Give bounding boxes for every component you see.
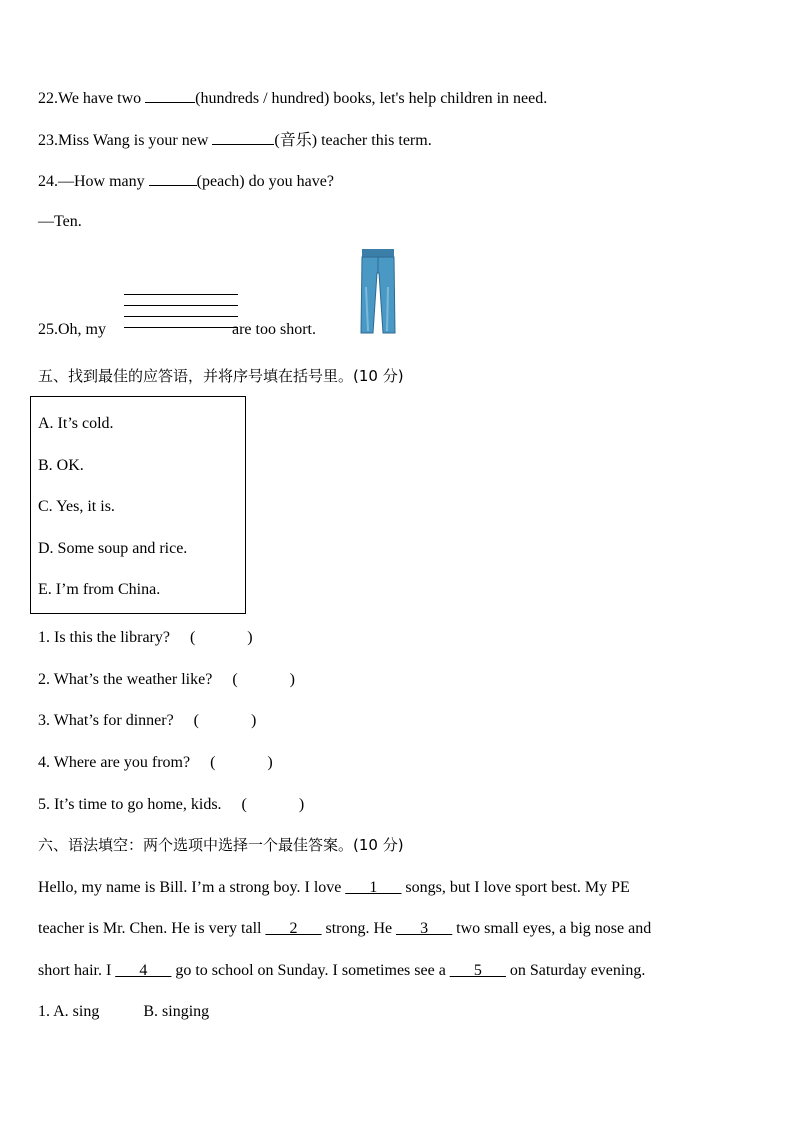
passage-text: teacher is Mr. Chen. He is very tall [38, 920, 266, 937]
choice-1 [38, 1002, 209, 1022]
choice-1-option-b[interactable]: B. singing [143, 1003, 210, 1020]
option-e: E. I’m from China. [38, 581, 161, 598]
q25-text-a: Oh, my [58, 321, 110, 338]
passage-blank-1[interactable]: ___1___ [345, 879, 402, 896]
answer-paren-1[interactable] [190, 629, 253, 646]
match-question-1 [38, 628, 253, 648]
paren-close: ) [247, 629, 253, 646]
answer-paren-5[interactable] [242, 796, 305, 813]
paren-open: ( [193, 712, 199, 729]
passage-text: go to school on Sunday. I sometimes see a [171, 962, 450, 979]
paren-open: ( [232, 671, 238, 688]
option-b: B. OK. [38, 457, 84, 474]
q24-text-a: —How many [58, 173, 149, 190]
paren-close: ) [298, 796, 305, 813]
q24-number: 24. [38, 173, 58, 190]
passage-blank-5[interactable]: ___5___ [449, 962, 506, 979]
passage-text: strong. He [321, 920, 397, 937]
match-question-3 [38, 711, 256, 731]
q25-text-b: are too short. [232, 321, 316, 338]
question-24 [38, 171, 334, 192]
option-a: A. It’s cold. [38, 415, 114, 432]
q22-number: 22. [38, 90, 58, 107]
section-6-title: 六、语法填空：两个选项中选择一个最佳答案。(10 分) [38, 836, 404, 854]
passage-text: on Saturday evening. [505, 962, 646, 979]
passage-line-2 [38, 919, 651, 939]
passage-blank-2[interactable]: ___2___ [265, 920, 322, 937]
passage-text: two small eyes, a big nose and [452, 920, 652, 937]
answer-paren-4[interactable] [210, 754, 273, 771]
paren-open: ( [241, 796, 247, 813]
option-d: D. Some soup and rice. [38, 540, 188, 557]
answer-paren-2[interactable] [232, 671, 295, 688]
passage-text: short hair. I [38, 962, 116, 979]
match-question-4-text: 4. Where are you from? [38, 754, 191, 771]
passage-text: Hello, my name is Bill. I’m a strong boy. I love [38, 879, 346, 896]
section-5-title: 五、找到最佳的应答语，并将序号填在括号里。(10 分) [38, 367, 404, 385]
match-question-2-text: 2. What’s the weather like? [38, 671, 213, 688]
paren-close: ) [267, 754, 273, 771]
match-question-1-text: 1. Is this the library? [38, 629, 170, 646]
q23-blank[interactable] [212, 130, 274, 145]
question-23 [38, 130, 432, 151]
match-question-5-text: 5. It’s time to go home, kids. [38, 796, 222, 813]
match-question-3-text: 3. What’s for dinner? [38, 712, 174, 729]
q22-text-b: (hundreds / hundred) books, let's help children in need. [195, 90, 548, 107]
match-question-4 [38, 753, 273, 773]
paren-open: ( [210, 754, 216, 771]
question-22 [38, 88, 547, 109]
q22-text-a: We have two [58, 90, 146, 107]
match-question-5 [38, 795, 304, 815]
paren-open: ( [189, 629, 196, 646]
passage-line-3 [38, 961, 645, 981]
paren-close: ) [289, 671, 295, 688]
q24-answer: —Ten. [38, 213, 82, 230]
option-c: C. Yes, it is. [38, 498, 115, 515]
passage-line-1 [38, 878, 630, 898]
passage-blank-4[interactable]: ___4___ [115, 962, 172, 979]
answer-paren-3[interactable] [194, 712, 257, 729]
q23-text-a: Miss Wang is your new [58, 132, 213, 149]
q24-text-b: (peach) do you have? [196, 173, 334, 190]
q23-text-b: (音乐) teacher this term. [274, 132, 432, 149]
passage-text: songs, but I love sport best. My PE [401, 879, 630, 896]
q25-number: 25. [38, 321, 58, 338]
question-25 [38, 320, 316, 340]
choice-1-option-a[interactable]: 1. A. sing [38, 1003, 100, 1020]
match-question-2 [38, 670, 295, 690]
paren-close: ) [251, 712, 257, 729]
jeans-image [358, 247, 398, 335]
q22-blank[interactable] [145, 88, 195, 103]
passage-blank-3[interactable]: ___3___ [396, 920, 453, 937]
q23-number: 23. [38, 132, 58, 149]
q24-blank[interactable] [149, 171, 197, 186]
